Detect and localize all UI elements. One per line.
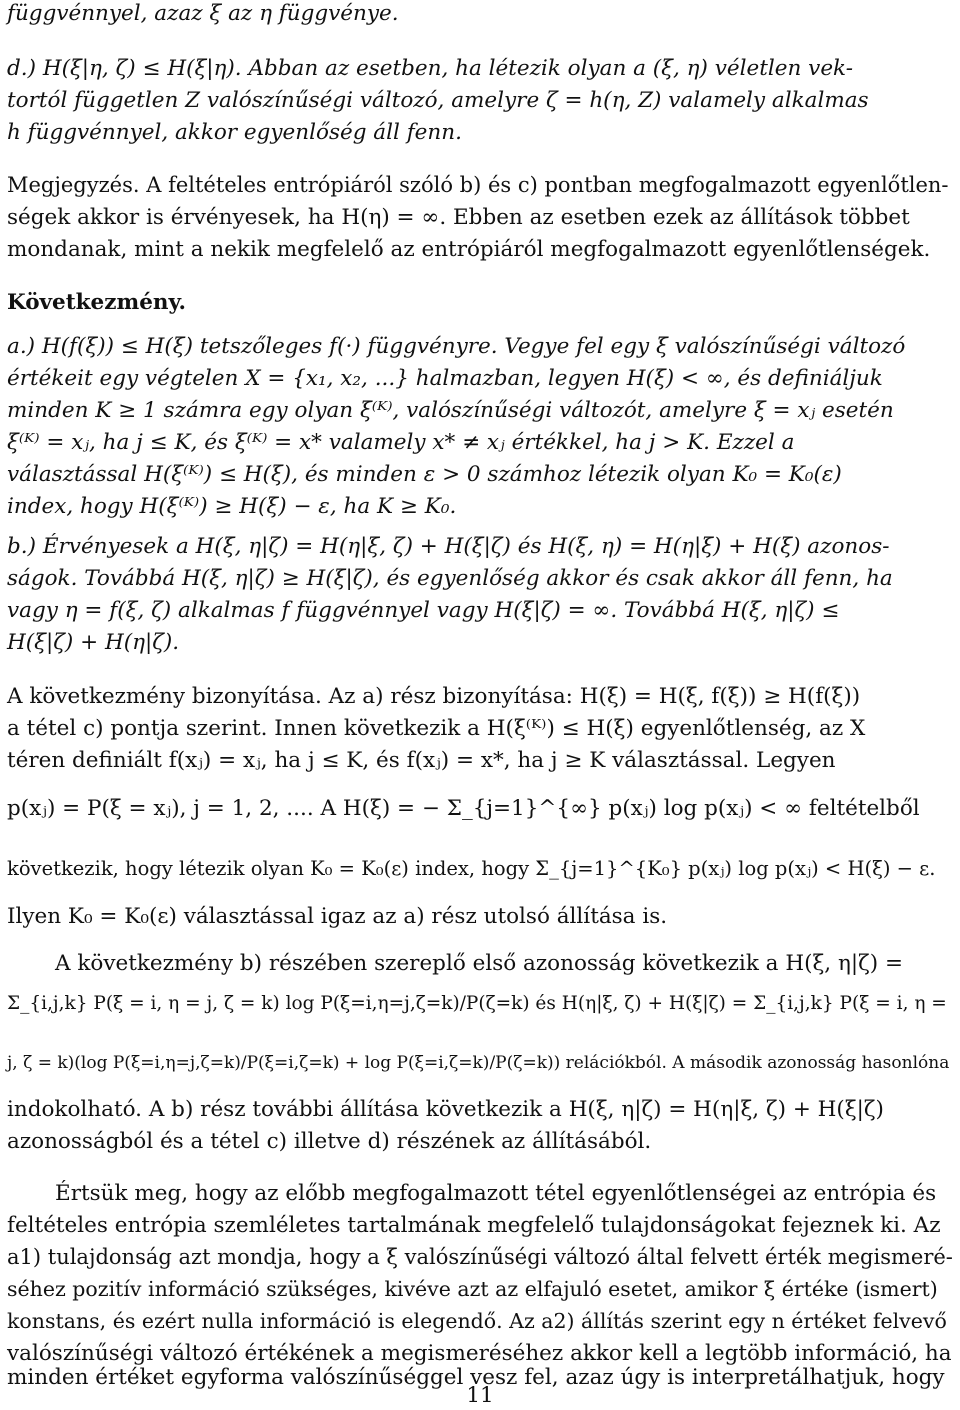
- text-line: indokolható. A b) rész további állítása következik a H(ξ, η|ζ) = H(η|ξ, ζ) + H(ξ|ζ): [7, 1097, 884, 1122]
- text-line: következik, hogy létezik olyan K₀ = K₀(ε) index, hogy Σ_{j=1}^{K₀} p(xⱼ) log p(xⱼ) < H(ξ) − ε.: [7, 857, 936, 880]
- text-line: H(ξ|ζ) + H(η|ζ).: [7, 630, 180, 655]
- text-line: vagy η = f(ξ, ζ) alkalmas f függvénnyel vagy H(ξ|ζ) = ∞. Továbbá H(ξ, η|ζ) ≤: [7, 598, 840, 623]
- text-line: függvénnyel, azaz ξ az η függvénye.: [7, 1, 399, 26]
- heading: Következmény.: [7, 290, 187, 315]
- text-line: feltételes entrópia szemléletes tartalmának megfelelő tulajdonságokat fejeznek ki. Az: [7, 1213, 941, 1238]
- text-line: p(xⱼ) = P(ξ = xⱼ), j = 1, 2, .... A H(ξ) = − Σ_{j=1}^{∞} p(xⱼ) log p(xⱼ) < ∞ feltételből: [7, 796, 920, 821]
- text-line: A következmény bizonyítása. Az a) rész bizonyítása: H(ξ) = H(ξ, f(ξ)) ≥ H(f(ξ)): [7, 684, 861, 709]
- text-line: index, hogy H(ξ⁽ᴷ⁾) ≥ H(ξ) − ε, ha K ≥ K₀.: [7, 494, 457, 519]
- text-line: ξ⁽ᴷ⁾ = xⱼ, ha j ≤ K, és ξ⁽ᴷ⁾ = x* valamely x* ≠ xⱼ értékkel, ha j > K. Ezzel a: [7, 430, 795, 455]
- text-line: tortól független Z valószínűségi változó, amelyre ζ = h(η, Z) valamely alkalmas: [7, 88, 869, 113]
- text-line: a1) tulajdonság azt mondja, hogy a ξ valószínűségi változó által felvett érték megismeré-: [7, 1245, 953, 1269]
- text-line: választással H(ξ⁽ᴷ⁾) ≤ H(ξ), és minden ε > 0 számhoz létezik olyan K₀ = K₀(ε): [7, 462, 842, 487]
- text-line: Értsük meg, hogy az előbb megfogalmazott tétel egyenlőtlenségei az entrópia és: [55, 1181, 937, 1206]
- text-line: Megjegyzés. A feltételes entrópiáról szóló b) és c) pontban megfogalmazott egyenlőtlen-: [7, 173, 949, 197]
- text-line: h függvénnyel, akkor egyenlőség áll fenn.: [7, 120, 462, 145]
- text-line: mondanak, mint a nekik megfelelő az entrópiáról megfogalmazott egyenlőtlenségek.: [7, 237, 931, 262]
- text-line: d.) H(ξ|η, ζ) ≤ H(ξ|η). Abban az esetben, ha létezik olyan a (ξ, η) véletlen vek-: [7, 56, 853, 81]
- text-line: minden K ≥ 1 számra egy olyan ξ⁽ᴷ⁾, valószínűségi változót, amelyre ξ = xⱼ esetén: [7, 398, 894, 423]
- text-line: b.) Érvényesek a H(ξ, η|ζ) = H(η|ξ, ζ) + H(ξ|ζ) és H(ξ, η) = H(η|ξ) + H(ξ) azonos-: [7, 534, 890, 559]
- text-line: téren definiált f(xⱼ) = xⱼ, ha j ≤ K, és f(xⱼ) = x*, ha j ≥ K választással. Legyen: [7, 748, 836, 773]
- text-line: azonosságból és a tétel c) illetve d) részének az állításából.: [7, 1129, 652, 1154]
- text-line: minden értéket egyforma valószínűséggel vesz fel, azaz úgy is interpretálhatjuk, hogy: [7, 1365, 945, 1390]
- text-line: értékeit egy végtelen X = {x₁, x₂, ...} halmazban, legyen H(ξ) < ∞, és definiáljuk: [7, 366, 883, 391]
- text-line: séhez pozitív információ szükséges, kivéve azt az elfajuló esetet, amikor ξ értéke (ismert): [7, 1277, 938, 1301]
- text-line: j, ζ = k)(log P(ξ=i,η=j,ζ=k)/P(ξ=i,ζ=k) + log P(ξ=i,ζ=k)/P(ζ=k)) relációkból. A második azonosság hasonlóna: [7, 1053, 950, 1073]
- text-line: ságok. Továbbá H(ξ, η|ζ) ≥ H(ξ|ζ), és egyenlőség akkor és csak akkor áll fenn, ha: [7, 566, 893, 591]
- text-line: a.) H(f(ξ)) ≤ H(ξ) tetszőleges f(·) függvényre. Vegye fel egy ξ valószínűségi változó: [7, 334, 906, 359]
- page-number: 11: [466, 1383, 494, 1408]
- text-line: ségek akkor is érvényesek, ha H(η) = ∞. Ebben az esetben ezek az állítások többet: [7, 205, 910, 230]
- text-line: Ilyen K₀ = K₀(ε) választással igaz az a) rész utolsó állítása is.: [7, 904, 668, 929]
- text-line: a tétel c) pontja szerint. Innen következik a H(ξ⁽ᴷ⁾) ≤ H(ξ) egyenlőtlenség, az X: [7, 716, 866, 741]
- text-line: A következmény b) részében szereplő első azonosság következik a H(ξ, η|ζ) =: [55, 951, 903, 976]
- text-line: konstans, és ezért nulla információ is elegendő. Az a2) állítás szerint egy n értéket felvevő: [7, 1309, 947, 1333]
- text-line: Σ_{i,j,k} P(ξ = i, η = j, ζ = k) log P(ξ=i,η=j,ζ=k)/P(ζ=k) és H(η|ξ, ζ) + H(ξ|ζ) = Σ_{i,j,k} P(ξ = i, η =: [7, 993, 947, 1014]
- text-line: valószínűségi változó értékének a megismeréséhez akkor kell a legtöbb információ, ha: [7, 1341, 952, 1366]
